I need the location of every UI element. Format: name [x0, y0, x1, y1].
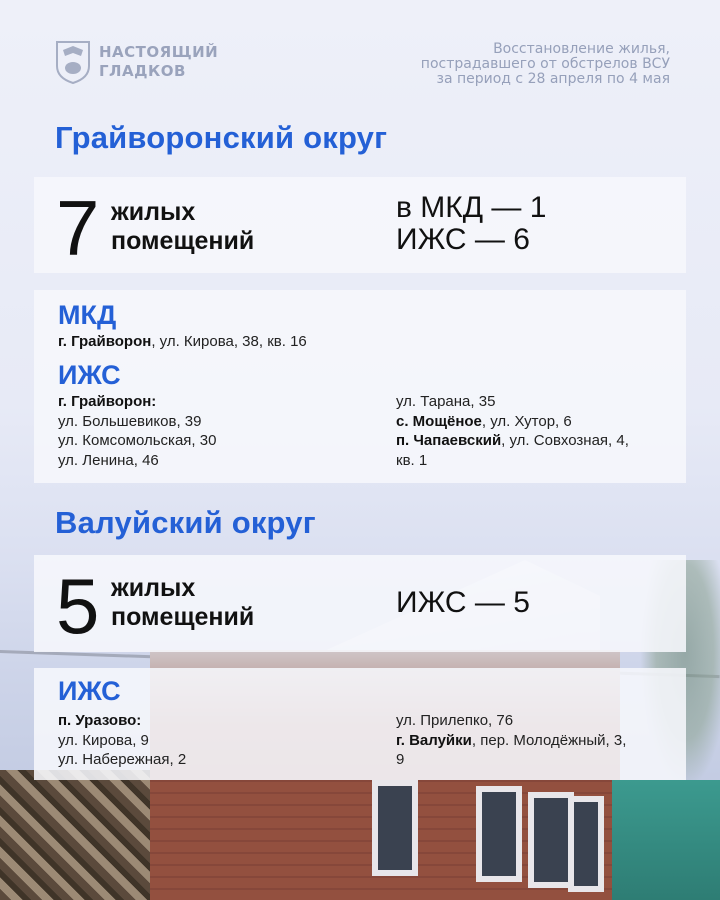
brand-logo — [55, 40, 218, 84]
place-name: г. Валуйки — [396, 731, 472, 749]
carpet — [0, 770, 150, 900]
brand-name — [99, 43, 218, 81]
address-item: ул. Комсомольская, 30 — [58, 432, 217, 449]
address-item: ул. Набережная, 2 — [58, 751, 187, 768]
housing-breakdown — [396, 587, 530, 619]
coat-of-arms-icon — [55, 40, 91, 84]
address-item — [396, 731, 626, 751]
brand-line-1: НАСТОЯЩИЙ — [99, 43, 219, 61]
address-item: ул. Прилепко, 76 — [396, 712, 514, 729]
section-title-valuyki: Валуйский округ — [55, 505, 316, 540]
count-label-line-2: помещений — [111, 603, 255, 631]
address-card-graivoron — [34, 290, 686, 483]
address-place — [58, 711, 186, 731]
house-window — [476, 786, 522, 882]
izhs-address-list-left — [58, 711, 186, 770]
housing-count: 5 — [56, 562, 100, 650]
section-title-graivoron: Грайворонский округ — [55, 120, 388, 155]
category-title-izhs: ИЖС — [58, 676, 121, 706]
place-name: п. Уразово: — [58, 712, 142, 729]
category-title-mkd: МКД — [58, 300, 117, 330]
housing-count: 7 — [56, 184, 100, 272]
count-label-line-1: жилых — [111, 198, 196, 226]
address-street: , ул. Хутор, 6 — [481, 412, 572, 430]
izhs-address-list-left — [58, 392, 216, 470]
house-window — [372, 780, 418, 876]
subtitle-line-3: за период с 28 апреля по 4 мая — [436, 71, 670, 87]
mkd-address — [58, 332, 307, 352]
address-item: 9 — [396, 751, 405, 768]
summary-card-graivoron — [34, 177, 686, 273]
izhs-address-list-right — [396, 392, 629, 470]
brand-line-2: ГЛАДКОВ — [99, 62, 186, 80]
address-item — [396, 412, 629, 432]
address-place: г. Грайворон — [58, 333, 152, 350]
address-item: ул. Ленина, 46 — [58, 451, 159, 469]
category-title-izhs: ИЖС — [58, 360, 121, 390]
address-place — [58, 392, 216, 412]
address-item: ул. Тарана, 35 — [396, 393, 496, 410]
place-name: п. Чапаевский — [396, 432, 502, 449]
count-label-line-1: жилых — [111, 574, 196, 602]
izhs-address-list-right — [396, 711, 626, 770]
housing-breakdown — [396, 192, 546, 256]
address-street: , ул. Кирова, 38, кв. 16 — [151, 333, 307, 350]
place-name: с. Мощёное — [396, 412, 482, 430]
breakdown-izhs: ИЖС — 6 — [396, 223, 530, 256]
subtitle-line-1: Восстановление жилья, — [493, 41, 670, 57]
address-item — [396, 431, 629, 451]
address-street: , пер. Молодёжный, 3, — [471, 731, 627, 749]
housing-count-label — [111, 198, 254, 256]
breakdown-mkd: в МКД — 1 — [396, 191, 547, 224]
page-subtitle — [340, 42, 670, 87]
place-name: г. Грайворон: — [58, 393, 157, 410]
address-street: , ул. Совхозная, 4, — [501, 432, 629, 449]
address-card-valuyki — [34, 668, 686, 780]
address-item: ул. Большевиков, 39 — [58, 412, 202, 430]
green-gate — [612, 780, 720, 900]
housing-count-label — [111, 574, 254, 632]
count-label-line-2: помещений — [111, 227, 255, 255]
subtitle-line-2: пострадавшего от обстрелов ВСУ — [420, 56, 670, 72]
address-item: кв. 1 — [396, 451, 428, 469]
summary-card-valuyki — [34, 555, 686, 652]
breakdown-izhs: ИЖС — 5 — [396, 586, 530, 619]
house-window — [568, 796, 604, 892]
address-item: ул. Кирова, 9 — [58, 731, 149, 749]
